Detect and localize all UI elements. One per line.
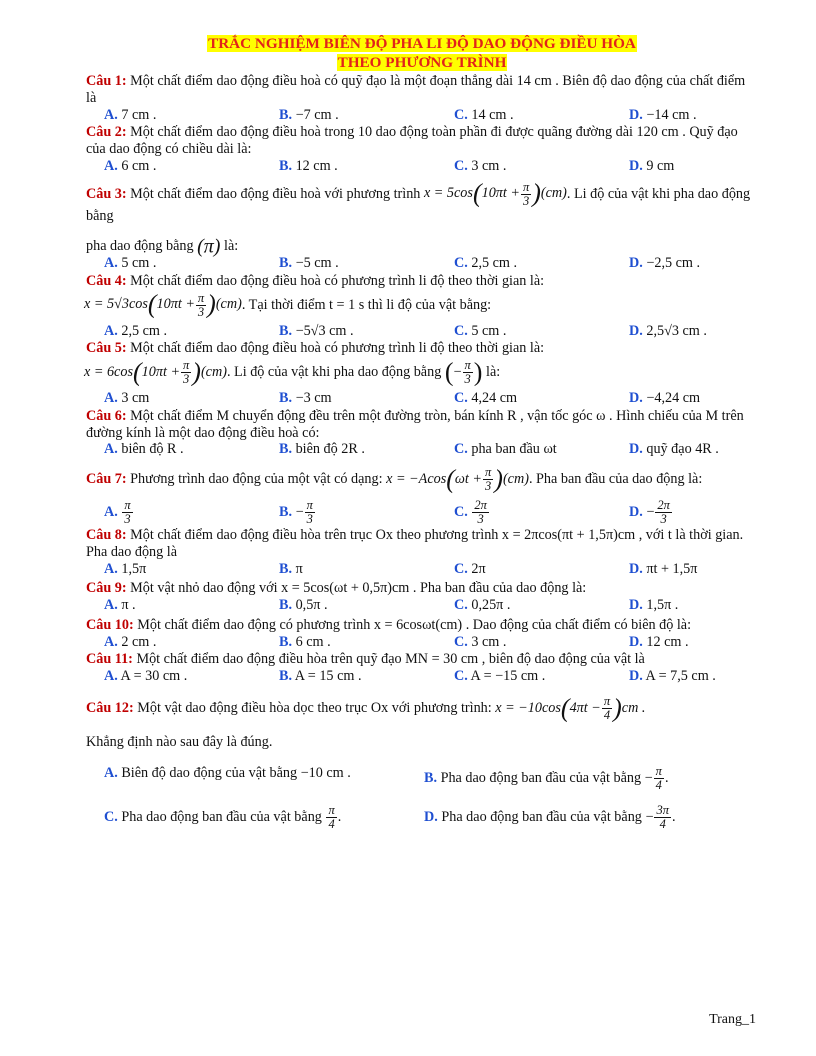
option-letter: C. (454, 633, 468, 650)
option-sign: − (644, 769, 653, 786)
question-label: Câu 9: (86, 580, 127, 597)
question-11 (86, 651, 758, 668)
question-text: . Li độ của vật khi pha dao động bằng (226, 363, 445, 380)
option-letter: D. (629, 503, 643, 520)
paren-close: ) (494, 464, 503, 494)
option-fraction (655, 499, 672, 526)
fraction-num: π (197, 290, 205, 305)
question-3-options (104, 255, 758, 272)
option-fraction (305, 499, 315, 526)
equation-unit: (cm) (502, 470, 529, 487)
option-b[interactable] (279, 441, 454, 458)
question-12 (86, 695, 758, 722)
fraction (521, 181, 531, 208)
question-label: Câu 5: (86, 340, 127, 357)
title-line-1: TRẮC NGHIỆM BIÊN ĐỘ PHA LI ĐỘ DAO ĐỘNG ĐIỀU HÒA (208, 35, 636, 52)
option-fraction (326, 804, 336, 831)
option-letter: B. (279, 560, 293, 577)
equation (423, 179, 567, 208)
option-c[interactable] (454, 668, 629, 685)
question-text: Một chất điểm dao động điều hoà trong 10 dao động toàn phần đi được quãng đường dài 120 cm . Quỹ đạo của dao động có chiều dài là: (86, 124, 738, 157)
question-text: Một chất điểm dao động điều hoà có quỹ đạo là một đoạn thẳng dài 14 cm . Biên độ dao động của chất điểm là (86, 73, 746, 106)
question-10 (86, 617, 758, 634)
option-text: 2,5√3 cm . (642, 322, 707, 339)
question-label: Câu 12: (86, 699, 134, 716)
option-letter: B. (279, 390, 293, 406)
option-letter: D. (629, 106, 643, 123)
option-text: 6 cm . (117, 157, 157, 174)
option-letter: C. (454, 255, 468, 271)
option-text: −7 cm . (292, 106, 339, 123)
option-sign: − (295, 503, 304, 520)
fraction-den: 3 (306, 512, 313, 526)
option-b[interactable] (279, 668, 454, 685)
fraction (602, 695, 612, 722)
option-text: −5√3 cm . (292, 322, 354, 339)
fraction-den: 4 (328, 816, 335, 831)
question-text: . Tại thời điểm t = 1 s thì li độ của vật bằng: (241, 296, 492, 313)
option-c[interactable] (454, 323, 629, 340)
option-a[interactable] (104, 441, 279, 458)
question-label: Câu 1: (86, 73, 127, 89)
option-text: Biên độ dao động của vật bằng −10 cm . (117, 764, 351, 781)
option-c[interactable] (454, 499, 629, 526)
question-5-equation-line (84, 359, 758, 386)
question-11-options (104, 668, 758, 685)
option-letter: A. (104, 633, 118, 650)
option-text: 1,5π . (642, 597, 679, 613)
option-letter: A. (104, 157, 118, 174)
option-b[interactable] (424, 765, 744, 792)
option-letter: B. (279, 597, 293, 613)
question-text: Một chất điểm dao động điều hoà với phương trình (126, 185, 424, 202)
fraction-num: π (464, 358, 471, 372)
option-text: −14 cm . (642, 106, 697, 123)
option-text: 1,5π (117, 560, 147, 577)
option-letter: C. (454, 503, 468, 520)
equation-inner: ωt + (454, 470, 482, 487)
option-letter: C. (454, 322, 468, 339)
fraction-num: 3π (656, 802, 669, 817)
question-6 (86, 408, 758, 442)
question-label: Câu 11: (86, 651, 133, 668)
equation-unit: (cm) (200, 363, 227, 380)
option-letter: C. (454, 390, 468, 406)
question-text: . Li độ của vật khi pha dao động bằng (86, 185, 751, 224)
option-text: A = 30 cm . (117, 668, 188, 684)
question-text: Một vật dao động điều hòa dọc theo trục Ox với phương trình: (133, 699, 496, 716)
option-text: 2 cm . (117, 633, 157, 650)
fraction-num: π (485, 465, 492, 479)
question-label: Câu 2: (86, 124, 127, 141)
fraction-num: π (655, 763, 662, 778)
option-text: Pha dao động ban đầu của vật bằng (117, 808, 326, 825)
option-b[interactable] (279, 255, 454, 272)
question-9 (86, 580, 758, 597)
option-d[interactable] (629, 158, 804, 175)
question-2 (86, 124, 758, 158)
option-a[interactable] (104, 597, 279, 614)
question-8 (86, 527, 758, 561)
equation-prefix: x = −10cos (495, 699, 561, 716)
option-text: 9 cm (642, 157, 675, 174)
option-letter: A. (104, 764, 118, 781)
option-letter: C. (104, 808, 118, 825)
option-b[interactable] (279, 499, 454, 526)
fraction-den: 3 (477, 512, 484, 526)
option-d[interactable] (629, 323, 804, 340)
question-1-options (104, 107, 758, 124)
option-letter: B. (279, 106, 293, 123)
question-9-options (104, 597, 758, 614)
option-text: A = −15 cm . (467, 668, 546, 684)
question-text: Một vật nhỏ dao động với x = 5cos(ωt + 0,5π)cm . Pha ban đầu của dao động là: (126, 580, 587, 597)
option-text: 4,24 cm (467, 390, 518, 406)
question-5-options (104, 390, 758, 407)
option-letter: C. (454, 157, 468, 174)
equation (495, 693, 646, 723)
option-letter: A. (104, 390, 118, 406)
fraction-den: 3 (183, 372, 190, 386)
option-text: 12 cm . (642, 633, 689, 650)
paren-close: ) (613, 693, 622, 723)
question-12-options-row-2 (104, 804, 758, 831)
option-letter: C. (454, 668, 468, 684)
option-b[interactable] (279, 390, 454, 407)
option-letter: C. (454, 106, 468, 123)
option-d[interactable] (629, 499, 804, 526)
paren-close: ) (473, 357, 483, 387)
question-5 (86, 340, 758, 357)
question-7 (86, 466, 758, 493)
option-b[interactable] (279, 323, 454, 340)
option-fraction (654, 765, 664, 792)
option-a[interactable] (104, 561, 279, 578)
question-text: Một chất điểm dao động có phương trình x = 6cosωt(cm) . Dao động của chất điểm có biên độ là: (133, 616, 692, 633)
option-letter: D. (629, 157, 643, 174)
option-fraction (122, 499, 132, 526)
option-c[interactable] (454, 597, 629, 614)
question-3 (86, 181, 758, 225)
option-text: 3 cm . (467, 157, 507, 174)
question-text: pha dao động bằng (86, 238, 198, 255)
option-letter: D. (629, 441, 643, 458)
option-b[interactable] (279, 597, 454, 614)
option-text: 12 cm . (292, 157, 338, 174)
option-letter: A. (104, 560, 118, 577)
equation (386, 464, 529, 494)
paren-open: ( (132, 357, 142, 387)
option-letter: A. (104, 441, 118, 458)
fraction-den: 3 (124, 512, 131, 526)
option-letter: D. (629, 560, 643, 577)
fraction (196, 292, 206, 319)
question-label: Câu 8: (86, 527, 127, 543)
question-10-options (104, 634, 758, 651)
option-text: biên độ 2R . (292, 441, 365, 458)
fraction-den: 3 (485, 479, 492, 493)
equation-unit: cm . (621, 699, 646, 716)
question-2-options (104, 158, 758, 175)
option-a[interactable] (104, 499, 279, 526)
option-a[interactable] (104, 107, 279, 124)
option-b[interactable] (279, 107, 454, 124)
equation (84, 357, 227, 387)
option-letter: A. (104, 503, 118, 520)
option-letter: C. (454, 597, 468, 613)
option-letter: B. (424, 769, 438, 786)
option-letter: D. (424, 808, 438, 825)
question-text: Một chất điểm dao động điều hoà có phương trình li độ theo thời gian là: (126, 272, 545, 289)
option-tail: . (337, 808, 342, 825)
question-text: Một chất điểm dao động điều hòa trên trục Ox theo phương trình x = 2πcos(πt + 1,5π)cm , với t là thời gian. Pha dao động là (86, 527, 744, 560)
option-d[interactable] (629, 390, 804, 407)
option-text: Pha dao động ban đầu của vật bằng (437, 808, 646, 825)
option-text: 2π (467, 560, 486, 577)
paren-open: ( (472, 179, 482, 208)
option-text: 0,25π . (467, 597, 511, 613)
document-page (86, 34, 758, 831)
fraction-num: 2π (657, 498, 670, 512)
option-letter: B. (279, 441, 293, 458)
question-6-options (104, 441, 758, 458)
fraction-num: π (328, 802, 335, 817)
option-letter: D. (629, 322, 643, 339)
option-text: 2,5 cm . (467, 255, 518, 271)
question-text: . Pha ban đầu của dao động là: (528, 470, 703, 487)
fraction-num: 2π (474, 498, 487, 512)
option-text: π . (117, 597, 136, 613)
question-12-statement: Khẳng định nào sau đây là đúng. (86, 733, 273, 750)
question-1 (86, 73, 758, 107)
fraction-num: π (306, 498, 313, 512)
option-letter: A. (104, 106, 118, 123)
paren-open: ( (147, 290, 157, 319)
phase-fraction (463, 359, 473, 386)
fraction-den: 3 (522, 193, 530, 208)
fraction-den: 4 (655, 777, 662, 792)
option-b[interactable] (279, 561, 454, 578)
option-text: 3 cm (117, 390, 150, 406)
equation-inner: 4πt − (569, 699, 601, 716)
paren-close: ) (207, 290, 216, 319)
option-c[interactable] (454, 634, 629, 651)
option-text: 7 cm . (117, 106, 157, 123)
question-12-options-row-1 (104, 765, 758, 792)
option-c[interactable] (454, 390, 629, 407)
question-text: Một chất điểm dao động điều hòa trên quỹ đạo MN = 30 cm , biên độ dao động của vật là (132, 651, 645, 668)
option-letter: D. (629, 668, 643, 684)
option-a[interactable] (104, 668, 279, 685)
option-d[interactable] (629, 668, 804, 685)
option-text: quỹ đạo 4R . (642, 441, 719, 458)
fraction-num: π (603, 693, 611, 708)
fraction-den: 4 (659, 816, 666, 831)
option-text: biên độ R . (117, 441, 184, 458)
option-a[interactable] (104, 390, 279, 407)
option-letter: B. (279, 322, 293, 339)
paren-close: ) (532, 179, 541, 208)
option-text: −3 cm (292, 390, 332, 406)
option-text: π (292, 560, 303, 577)
equation (84, 290, 242, 319)
option-text: A = 15 cm . (292, 668, 362, 684)
question-4-options (104, 323, 758, 340)
option-d[interactable] (629, 107, 804, 124)
page-number: Trang_1 (709, 1012, 756, 1027)
option-d[interactable] (629, 561, 804, 578)
option-sign: − (645, 808, 654, 825)
equation-prefix: x = 5cos (423, 185, 473, 202)
paren-open: ( (560, 693, 570, 723)
option-d[interactable] (629, 597, 804, 614)
option-text: −5 cm . (292, 255, 339, 271)
question-label: Câu 10: (86, 616, 134, 633)
option-text: 2,5 cm . (117, 322, 168, 339)
option-b[interactable] (279, 158, 454, 175)
option-letter: A. (104, 597, 118, 613)
equation-inner: 10πt + (141, 363, 181, 380)
equation-prefix: x = 5√3cos (84, 296, 148, 313)
option-c[interactable] (454, 107, 629, 124)
option-text: Pha dao động ban đầu của vật bằng (437, 769, 645, 786)
question-text: là: (220, 238, 239, 255)
option-letter: C. (454, 441, 468, 458)
question-label: Câu 4: (86, 272, 127, 289)
option-fraction (472, 499, 489, 526)
question-label: Câu 7: (86, 470, 127, 487)
option-text: 14 cm . (467, 106, 514, 123)
question-text: Một chất điểm M chuyển động đều trên một đường tròn, bán kính R , vận tốc góc ω . Hình chiếu của M trên đường kính là một dao động điều hoà có: (86, 407, 744, 441)
fraction (181, 359, 191, 386)
equation-unit: (cm) (215, 296, 242, 313)
option-d[interactable] (629, 634, 804, 651)
question-7-options (104, 499, 758, 526)
option-a[interactable] (104, 634, 279, 651)
question-8-options (104, 561, 758, 578)
option-text: −2,5 cm . (642, 255, 701, 271)
question-4-equation-line (84, 292, 758, 319)
option-letter: B. (279, 503, 293, 520)
option-d[interactable] (424, 804, 744, 831)
option-tail: . (671, 808, 676, 825)
option-text: −4,24 cm (642, 390, 701, 406)
question-label: Câu 6: (86, 407, 127, 424)
question-text: là: (482, 363, 501, 380)
option-b[interactable] (279, 634, 454, 651)
fraction-num: π (183, 358, 190, 372)
option-c[interactable] (454, 561, 629, 578)
option-text: 3 cm . (467, 633, 507, 650)
phase-sign: − (453, 363, 462, 380)
option-letter: D. (629, 255, 643, 271)
question-text: Một chất điểm dao động điều hoà có phương trình li độ theo thời gian là: (126, 340, 545, 357)
question-text: Phương trình dao động của một vật có dạng: (126, 470, 387, 487)
option-text: 5 cm . (117, 255, 157, 271)
option-text: 5 cm . (467, 322, 507, 339)
paren-close: ) (192, 357, 201, 387)
document-title (86, 34, 758, 72)
option-letter: A. (104, 322, 118, 339)
option-letter: D. (629, 633, 643, 650)
fraction-den: 3 (197, 304, 205, 319)
fraction-num: π (522, 179, 530, 194)
option-letter: B. (279, 633, 293, 650)
option-text: 6 cm . (292, 633, 331, 650)
fraction-den: 4 (603, 707, 611, 722)
title-line-2: THEO PHƯƠNG TRÌNH (337, 54, 507, 71)
equation-inner: 10πt + (156, 296, 195, 313)
option-sign: − (646, 503, 655, 520)
option-tail: . (664, 769, 669, 786)
option-letter: D. (629, 390, 643, 406)
option-c[interactable] (104, 804, 424, 831)
option-a[interactable] (104, 158, 279, 175)
equation-prefix: x = −Acos (386, 470, 447, 487)
option-text: 0,5π . (292, 597, 328, 613)
question-3-cont (86, 235, 758, 258)
equation-prefix: x = 6cos (84, 363, 133, 380)
option-letter: B. (279, 668, 293, 684)
option-letter: A. (104, 668, 118, 684)
fraction (483, 466, 493, 493)
phase-value: (π) (197, 235, 221, 258)
option-a[interactable] (104, 323, 279, 340)
option-letter: B. (279, 255, 293, 271)
fraction-den: 3 (660, 512, 667, 526)
option-letter: A. (104, 255, 118, 271)
option-a[interactable] (104, 765, 424, 792)
option-c[interactable] (454, 441, 629, 458)
option-text: πt + 1,5π (642, 560, 698, 577)
option-c[interactable] (454, 158, 629, 175)
option-text: A = 7,5 cm . (642, 668, 716, 684)
equation-inner: 10πt + (481, 185, 520, 202)
question-label: Câu 3: (86, 185, 127, 202)
option-letter: D. (629, 597, 643, 613)
option-d[interactable] (629, 255, 804, 272)
question-4 (86, 273, 758, 290)
paren-open: ( (446, 464, 455, 494)
option-d[interactable] (629, 441, 804, 458)
option-letter: B. (279, 157, 293, 174)
equation-unit: (cm) (540, 185, 567, 202)
option-fraction (654, 804, 671, 831)
option-c[interactable] (454, 255, 629, 272)
fraction-den: 3 (464, 372, 471, 386)
fraction-num: π (124, 498, 131, 512)
option-text: pha ban đầu ωt (467, 441, 557, 458)
paren-open: ( (444, 357, 454, 387)
option-a[interactable] (104, 255, 279, 272)
option-letter: C. (454, 560, 468, 577)
